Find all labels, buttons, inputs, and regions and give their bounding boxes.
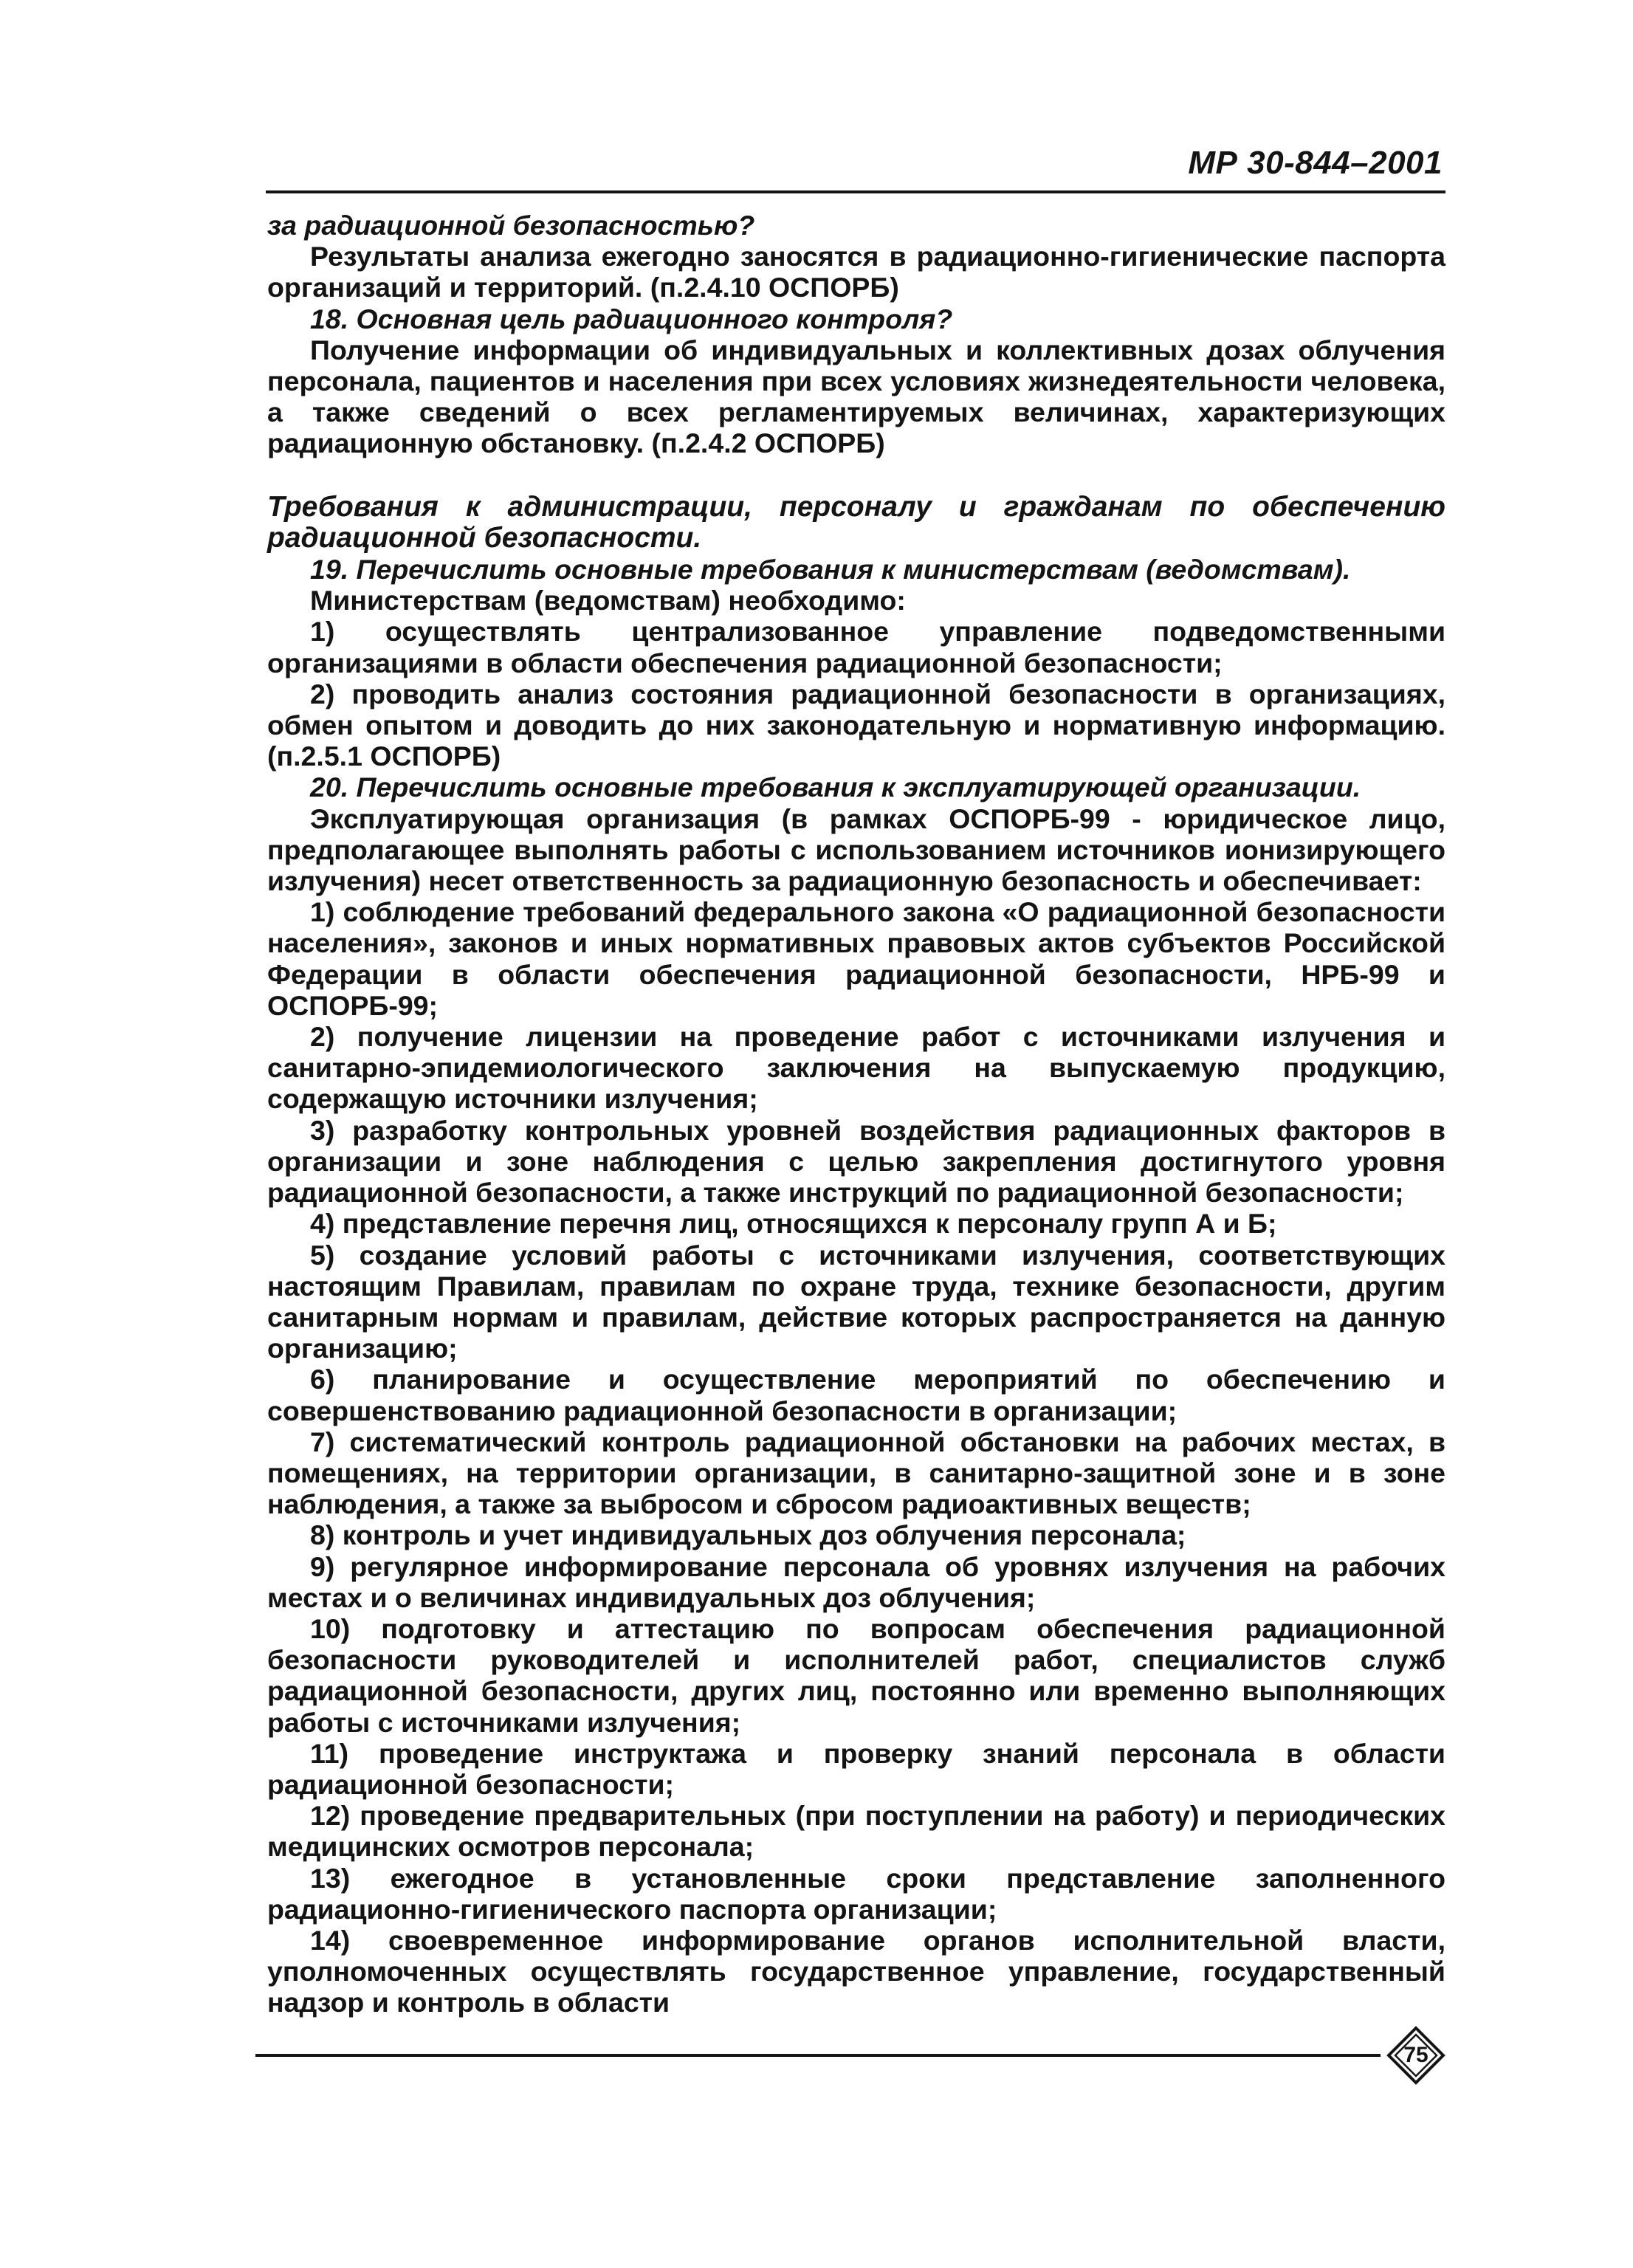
- page-number-badge: [1386, 2026, 1445, 2085]
- question-20: 20. Перечислить основные требования к эксплуатирующей организации.: [310, 772, 1361, 803]
- body-text: [267, 210, 1445, 2018]
- page-footer: [255, 2026, 1445, 2085]
- list-item: 2) проводить анализ состояния радиационной безопасности в организациях, обмен опытом и доводить до них законодательную и нормативную информацию. (п.2.5.1 ОСПОРБ): [267, 678, 1445, 772]
- header-rule: [266, 190, 1445, 193]
- list-item: 2) получение лицензии на проведение работ с источниками излучения и санитарно-эпидемиологического заключения на выпускаемую продукцию, содержащую источники излучения;: [267, 1021, 1445, 1115]
- list-item: 7) систематический контроль радиационной обстановки на рабочих местах, в помещениях, на территории организации, в санитарно-защитной зоне и в зоне наблюдения, а также за выбросом и сбросом радиоактивных веществ;: [267, 1426, 1445, 1520]
- paragraph: Результаты анализа ежегодно заносятся в радиационно-гигиенические паспорта организаций и территорий. (п.2.4.10 ОСПОРБ): [267, 241, 1445, 303]
- list-item: 4) представление перечня лиц, относящихся к персоналу групп А и Б;: [310, 1208, 1277, 1240]
- page-number: 75: [1403, 2043, 1429, 2067]
- document-code: МР 30-844–2001: [1188, 145, 1443, 181]
- list-item: 11) проведение инструктажа и проверку знаний персонала в области радиационной безопасности;: [267, 1737, 1445, 1800]
- list-item: 1) осуществлять централизованное управление подведомственными организациями в области обеспечения радиационной безопасности;: [267, 616, 1445, 678]
- list-item: 14) своевременное информирование органов исполнительной власти, уполномоченных осуществлять государственное управление, государственный надзор и контроль в области: [267, 1924, 1445, 2018]
- question-18: 18. Основная цель радиационного контроля?: [310, 303, 953, 334]
- list-item: 8) контроль и учет индивидуальных доз облучения персонала;: [310, 1519, 1186, 1551]
- list-item: 10) подготовку и аттестацию по вопросам обеспечения радиационной безопасности руководителей и исполнителей работ, специалистов служб радиационной безопасности, других лиц, постоянно или временно выполняющих работы с источниками излучения;: [267, 1612, 1445, 1738]
- list-item: 12) проведение предварительных (при поступлении на работу) и периодических медицинских осмотров персонала;: [267, 1800, 1445, 1863]
- paragraph: Министерствам (ведомствам) необходимо:: [310, 585, 906, 616]
- footer-rule: [255, 2054, 1381, 2057]
- list-item: 5) создание условий работы с источниками излучения, соответствующих настоящим Правилам, правилам по охране труда, технике безопасности, другим санитарным нормам и правилам, действие которых распространяется на данную организацию;: [267, 1239, 1445, 1364]
- question-19: 19. Перечислить основные требования к министерствам (ведомствам).: [310, 554, 1351, 585]
- paragraph: Получение информации об индивидуальных и коллективных дозах облучения персонала, пациентов и населения при всех условиях жизнедеятельности человека, а также сведений о всех регламентируемых величинах, характеризующих радиационную обстановку. (п.2.4.2 ОСПОРБ): [267, 334, 1445, 459]
- list-item: 6) планирование и осуществление мероприятий по обеспечению и совершенствованию радиационной безопасности в организации;: [267, 1364, 1445, 1426]
- question-continuation: за радиационной безопасностью?: [267, 210, 755, 241]
- list-item: 1) соблюдение требований федерального закона «О радиационной безопасности населения», законов и иных нормативных правовых актов субъектов Российской Федерации в области обеспечения радиационной безопасности, НРБ-99 и ОСПОРБ-99;: [267, 896, 1445, 1021]
- list-item: 13) ежегодное в установленные сроки представление заполненного радиационно-гигиенического паспорта организации;: [267, 1862, 1445, 1925]
- paragraph: Эксплуатирующая организация (в рамках ОСПОРБ-99 - юридическое лицо, предполагающее выполнять работы с использованием источников ионизирующего излучения) несет ответственность за радиационную безопасность и обеспечивает:: [267, 803, 1445, 897]
- section-heading: Требования к администрации, персоналу и гражданам по обеспечению радиационной безопасности.: [267, 490, 1445, 554]
- list-item: 9) регулярное информирование персонала об уровнях излучения на рабочих местах и о величинах индивидуальных доз облучения;: [267, 1550, 1445, 1613]
- list-item: 3) разработку контрольных уровней воздействия радиационных факторов в организации и зоне наблюдения с целью закрепления достигнутого уровня радиационной безопасности, а также инструкций по радиационной безопасности;: [267, 1114, 1445, 1209]
